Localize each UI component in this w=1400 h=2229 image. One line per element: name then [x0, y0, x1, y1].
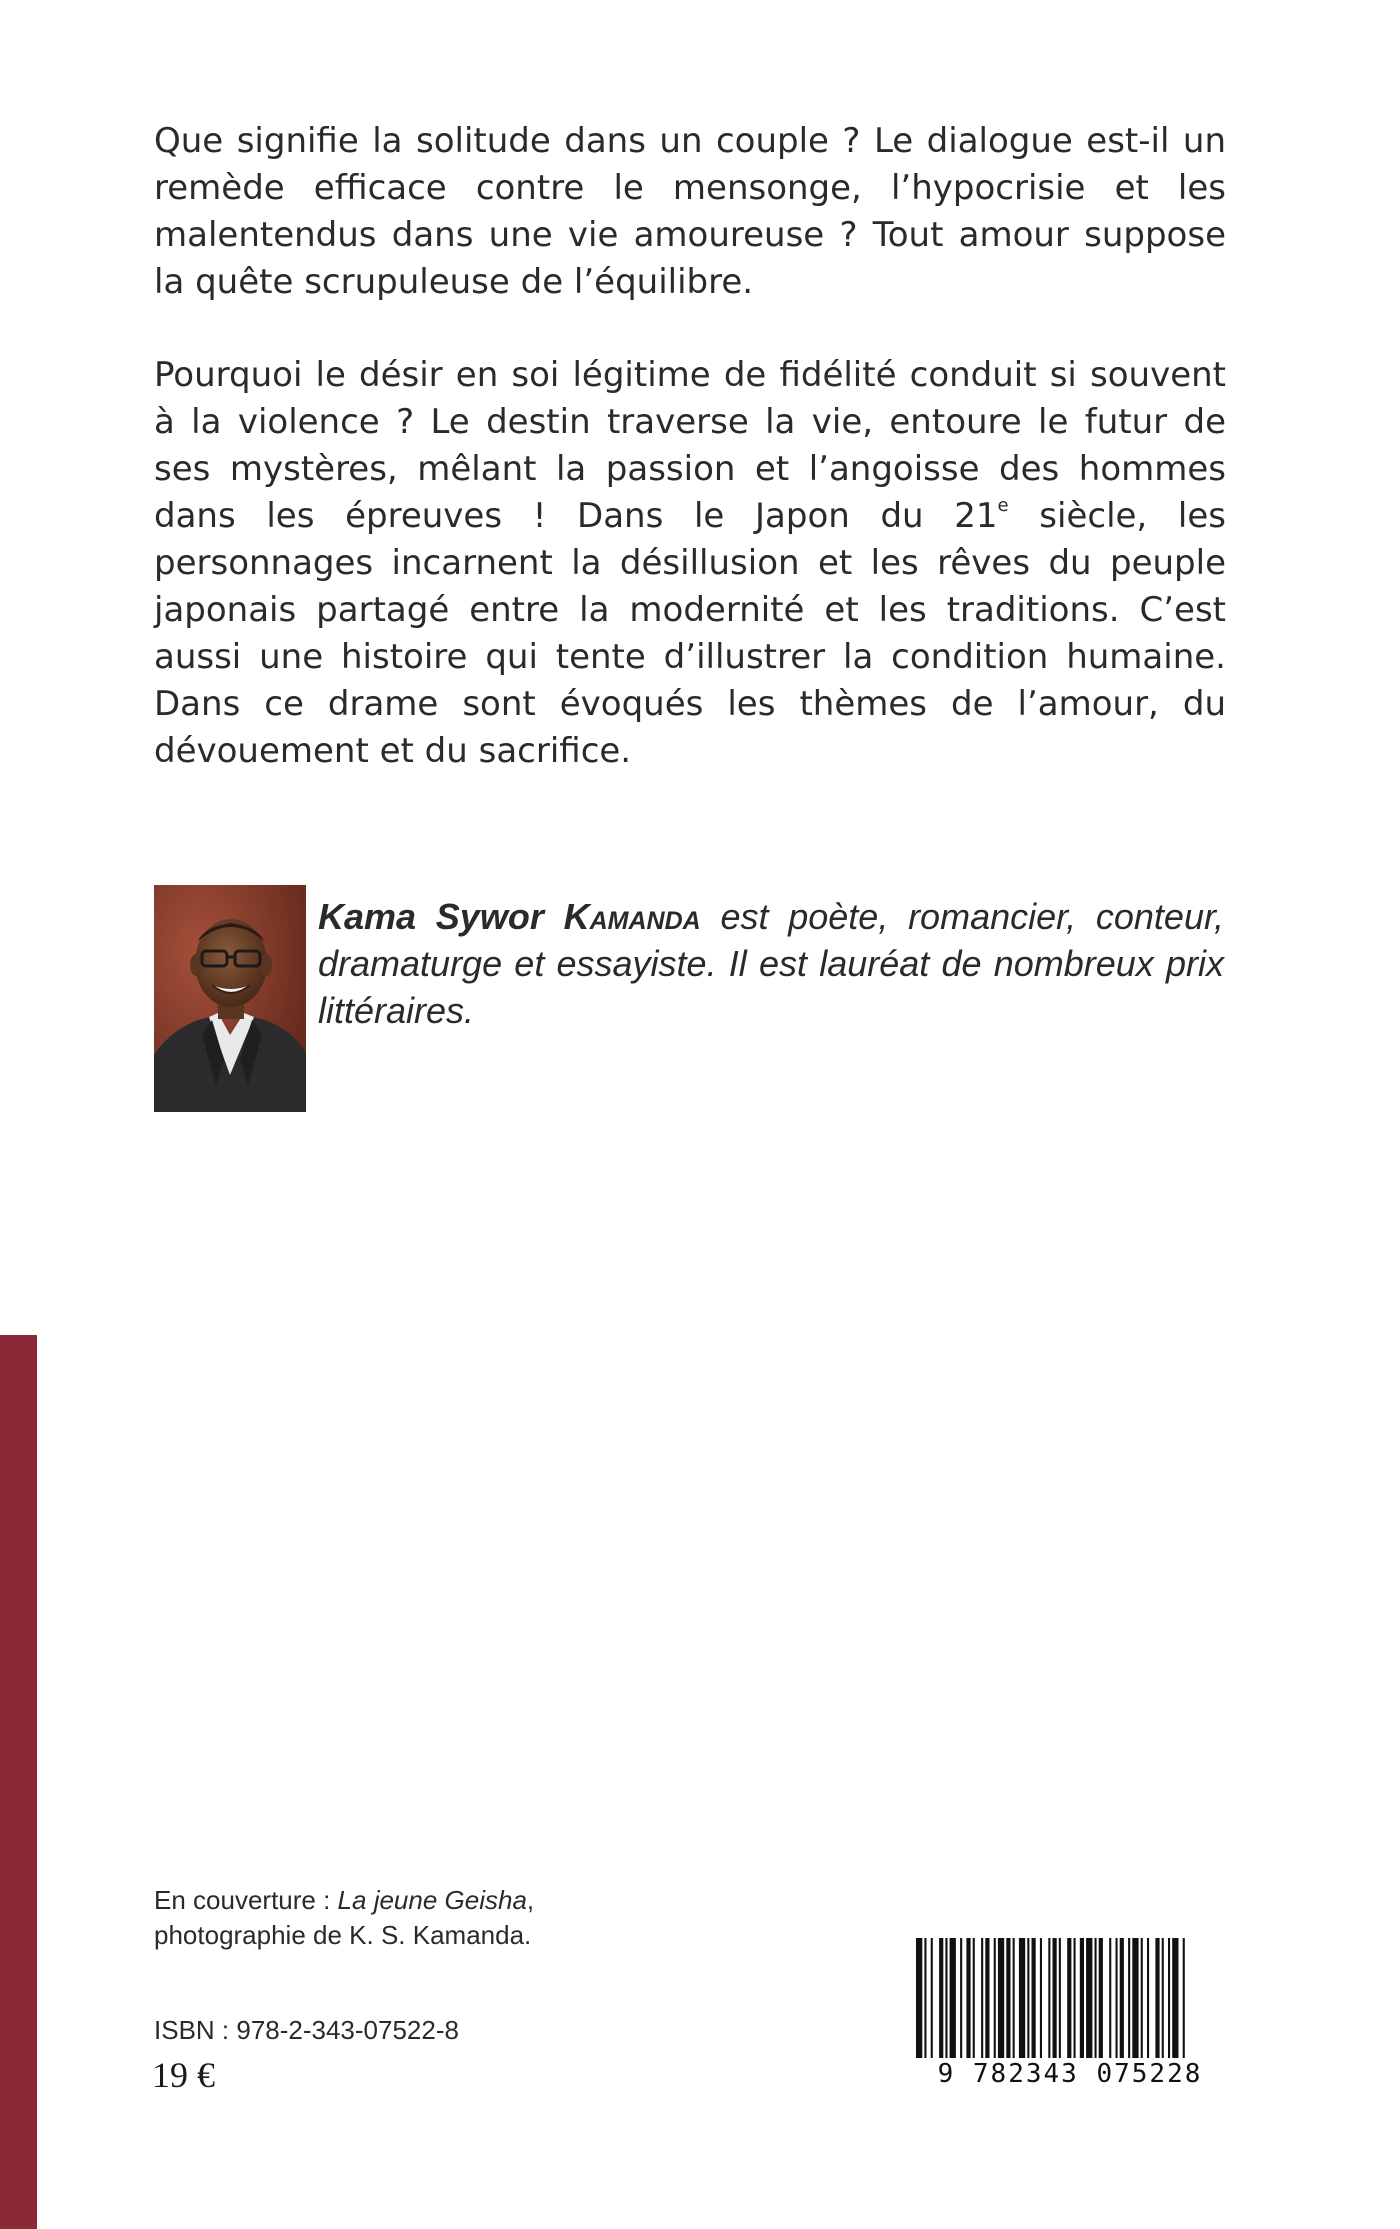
- author-photo: [154, 885, 306, 1112]
- author-bio-text: est poète, romancier, conteur, dramaturge et essayiste. Il est lauréat de nombreux prix littéraires.: [318, 896, 1224, 1031]
- cover-credit-photographer: photographie de K. S. Kamanda.: [154, 1920, 532, 1950]
- cover-credit-prefix: En couverture :: [154, 1885, 338, 1915]
- author-surname: Kamanda: [563, 896, 701, 937]
- blurb-paragraph-2-end: siècle, les personnages incarnent la désillusion et les rêves du peuple japonais partagé entre la modernité et les traditions. C’est aussi une histoire qui tente d’illustrer la condition humaine. Dans ce drame sont évoqués les thèmes de l’amour, du dévouement et du sacrifice.: [154, 496, 1226, 771]
- price: 19 €: [152, 2055, 215, 2095]
- back-cover-blurb: [154, 118, 1226, 775]
- barcode-digits: 9 782343 075228: [915, 2058, 1225, 2090]
- cover-credit-suffix: ,: [526, 1885, 535, 1915]
- cover-work-title: La jeune Geisha: [337, 1885, 527, 1915]
- blurb-paragraph-2-start: Pourquoi le désir en soi légitime de fidélité conduit si souvent à la violence ? Le destin traverse la vie, entoure le futur de ses mystères, mêlant la passion et l’angoisse des hommes dans les épreuves ! Dans le Japon du 21: [154, 355, 1226, 536]
- author-first-names: Kama Sywor: [318, 896, 544, 937]
- blurb-paragraph-1: Que signifie la solitude dans un couple ? Le dialogue est-il un remède efficace contre le mensonge, l’hypocrisie et les malentendus dans une vie amoureuse ? Tout amour suppose la quête scrupuleuse de l’équilibre.: [154, 121, 1226, 302]
- blurb-paragraph-2: [154, 352, 1226, 775]
- cover-credit: [154, 1883, 534, 1953]
- spine-color-strip: [0, 1335, 37, 2229]
- isbn: ISBN : 978-2-343-07522-8: [154, 2015, 459, 2045]
- century-superscript: e: [997, 495, 1009, 516]
- author-bio: [318, 893, 1224, 1034]
